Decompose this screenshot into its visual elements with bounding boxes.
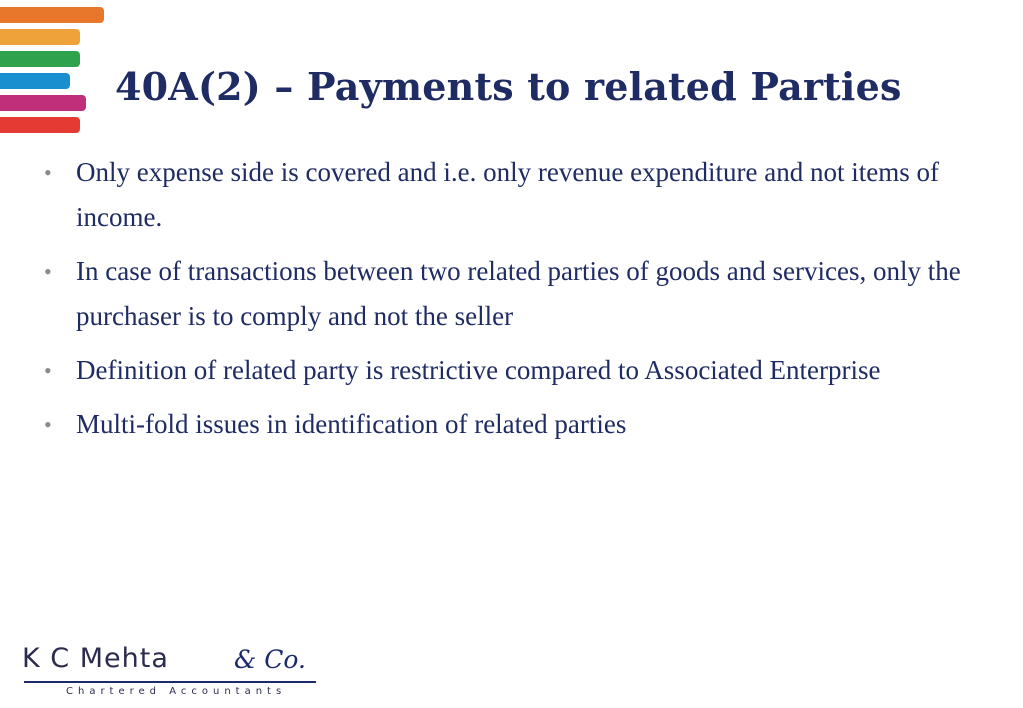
bullet-text: In case of transactions between two related parties of goods and services, only the purchaser is to comply and not the seller [76,256,961,331]
bullet-icon: • [44,160,52,185]
bullet-icon: • [44,412,52,437]
stripe-orange [0,7,104,23]
bullet-text: Multi-fold issues in identification of related parties [76,409,627,439]
logo-suffix: & Co. [234,645,306,674]
stripe-green [0,51,80,67]
bullet-text: Only expense side is covered and i.e. only revenue expenditure and not items of income. [76,157,939,232]
bullet-item [44,249,964,339]
decorative-stripes [0,0,110,140]
logo-name: K C Mehta [22,643,169,674]
bullet-item [44,402,964,447]
stripe-light-orange [0,29,80,45]
bullet-item [44,348,964,393]
bullet-icon: • [44,358,52,383]
bullet-icon: • [44,259,52,284]
company-logo [22,643,322,703]
logo-underline [24,681,316,683]
slide-title: 40A(2) – Payments to related Parties [115,64,902,109]
logo-subtitle: Chartered Accountants [66,686,287,697]
bullet-text: Definition of related party is restrictive compared to Associated Enterprise [76,355,881,385]
stripe-magenta [0,95,86,111]
stripe-blue [0,73,70,89]
bullet-item [44,150,964,240]
bullet-list [44,150,964,456]
stripe-red [0,117,80,133]
